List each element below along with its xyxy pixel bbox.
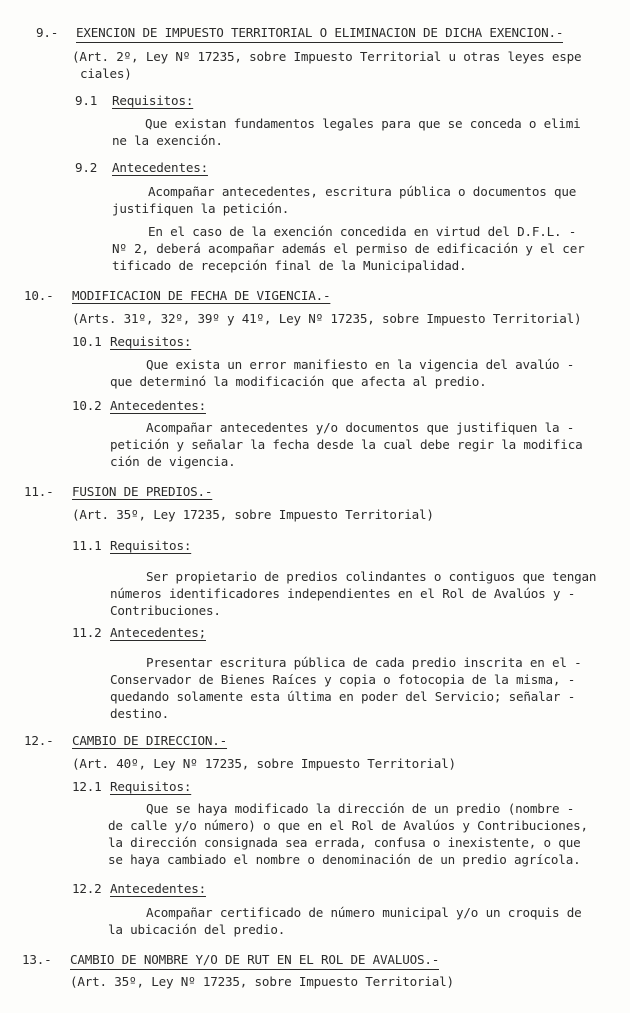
sub-10-2-number: 10.2 — [72, 398, 102, 413]
sub-12-1-label: Requisitos: — [110, 779, 192, 794]
sub-11-2-number: 11.2 — [72, 625, 102, 640]
section-10-title: MODIFICACION DE FECHA DE VIGENCIA.- — [72, 288, 331, 303]
section-9-number: 9.- — [36, 25, 59, 40]
section-12-number: 12.- — [24, 733, 54, 748]
sub-11-2-paragraph: Presentar escritura pública de cada predio inscrita en el - Conservador de Bienes Raíces y copia o fotocopia de la misma, - quedando solamente esta última en poder del Servicio; señalar - destino. — [110, 655, 582, 721]
sub-10-2-label: Antecedentes: — [110, 398, 206, 413]
sub-12-2-label: Antecedentes: — [110, 881, 206, 896]
section-13-title: CAMBIO DE NOMBRE Y/O DE RUT EN EL ROL DE AVALUOS.- — [70, 951, 439, 970]
section-9-title: EXENCION DE IMPUESTO TERRITORIAL O ELIMINACION DE DICHA EXENCION.- — [76, 24, 563, 43]
sub-9-1-label: Requisitos: — [112, 93, 194, 108]
sub-10-1-label: Requisitos: — [110, 334, 192, 349]
section-11-reference: (Art. 35º, Ley 17235, sobre Impuesto Territorial) — [72, 507, 434, 522]
sub-11-1-paragraph: Ser propietario de predios colindantes o contiguos que tengan números identificadores independientes en el Rol de Avalúos y - Contribuciones. — [110, 569, 597, 618]
sub-12-1-paragraph: Que se haya modificado la dirección de un predio (nombre - de calle y/o número) o que en el Rol de Avalúos y Contribuciones, la dirección consignada sea errada, confusa o inexistente, o que se haya cambiado el nombre o denominación de un predio agrícola. — [108, 801, 588, 867]
sub-12-2-number: 12.2 — [72, 881, 102, 896]
sub-12-2-paragraph: Acompañar certificado de número municipal y/o un croquis de la ubicación del predio. — [108, 905, 582, 937]
sub-9-2-paragraph-1: Acompañar antecedentes, escritura pública o documentos que justifiquen la petición. — [112, 184, 577, 216]
sub-10-1-paragraph: Que exista un error manifiesto en la vigencia del avalúo - que determinó la modificación que afecta al predio. — [110, 357, 575, 389]
section-12-reference: (Art. 40º, Ley Nº 17235, sobre Impuesto Territorial) — [72, 756, 456, 771]
sub-11-1-label: Requisitos: — [110, 538, 192, 553]
section-12-title: CAMBIO DE DIRECCION.- — [72, 733, 228, 748]
sub-9-1-paragraph: Que existan fundamentos legales para que se conceda o elimi ne la exención. — [112, 116, 581, 148]
sub-9-2-paragraph-2: En el caso de la exención concedida en virtud del D.F.L. - Nº 2, deberá acompañar además el permiso de edificación y el cer tificado de recepción final de la Municipalidad. — [112, 224, 585, 273]
sub-11-2-label: Antecedentes; — [110, 625, 206, 640]
section-9-reference: (Art. 2º, Ley Nº 17235, sobre Impuesto Territorial u otras leyes espe ciales) — [72, 49, 582, 81]
sub-9-1-number: 9.1 — [75, 93, 98, 108]
sub-11-1-number: 11.1 — [72, 538, 102, 553]
sub-9-2-label: Antecedentes: — [112, 160, 208, 175]
section-13-number: 13.- — [22, 952, 52, 967]
section-10-reference: (Arts. 31º, 32º, 39º y 41º, Ley Nº 17235, sobre Impuesto Territorial) — [72, 311, 582, 326]
sub-10-1-number: 10.1 — [72, 334, 102, 349]
section-11-title: FUSION DE PREDIOS.- — [72, 484, 213, 499]
sub-9-2-number: 9.2 — [75, 160, 98, 175]
section-13-reference: (Art. 35º, Ley Nº 17235, sobre Impuesto Territorial) — [70, 974, 454, 989]
sub-10-2-paragraph: Acompañar antecedentes y/o documentos que justifiquen la - petición y señalar la fecha desde la cual debe regir la modifica ción de vigencia. — [110, 420, 583, 469]
sub-12-1-number: 12.1 — [72, 779, 102, 794]
section-11-number: 11.- — [24, 484, 54, 499]
section-10-number: 10.- — [24, 288, 54, 303]
